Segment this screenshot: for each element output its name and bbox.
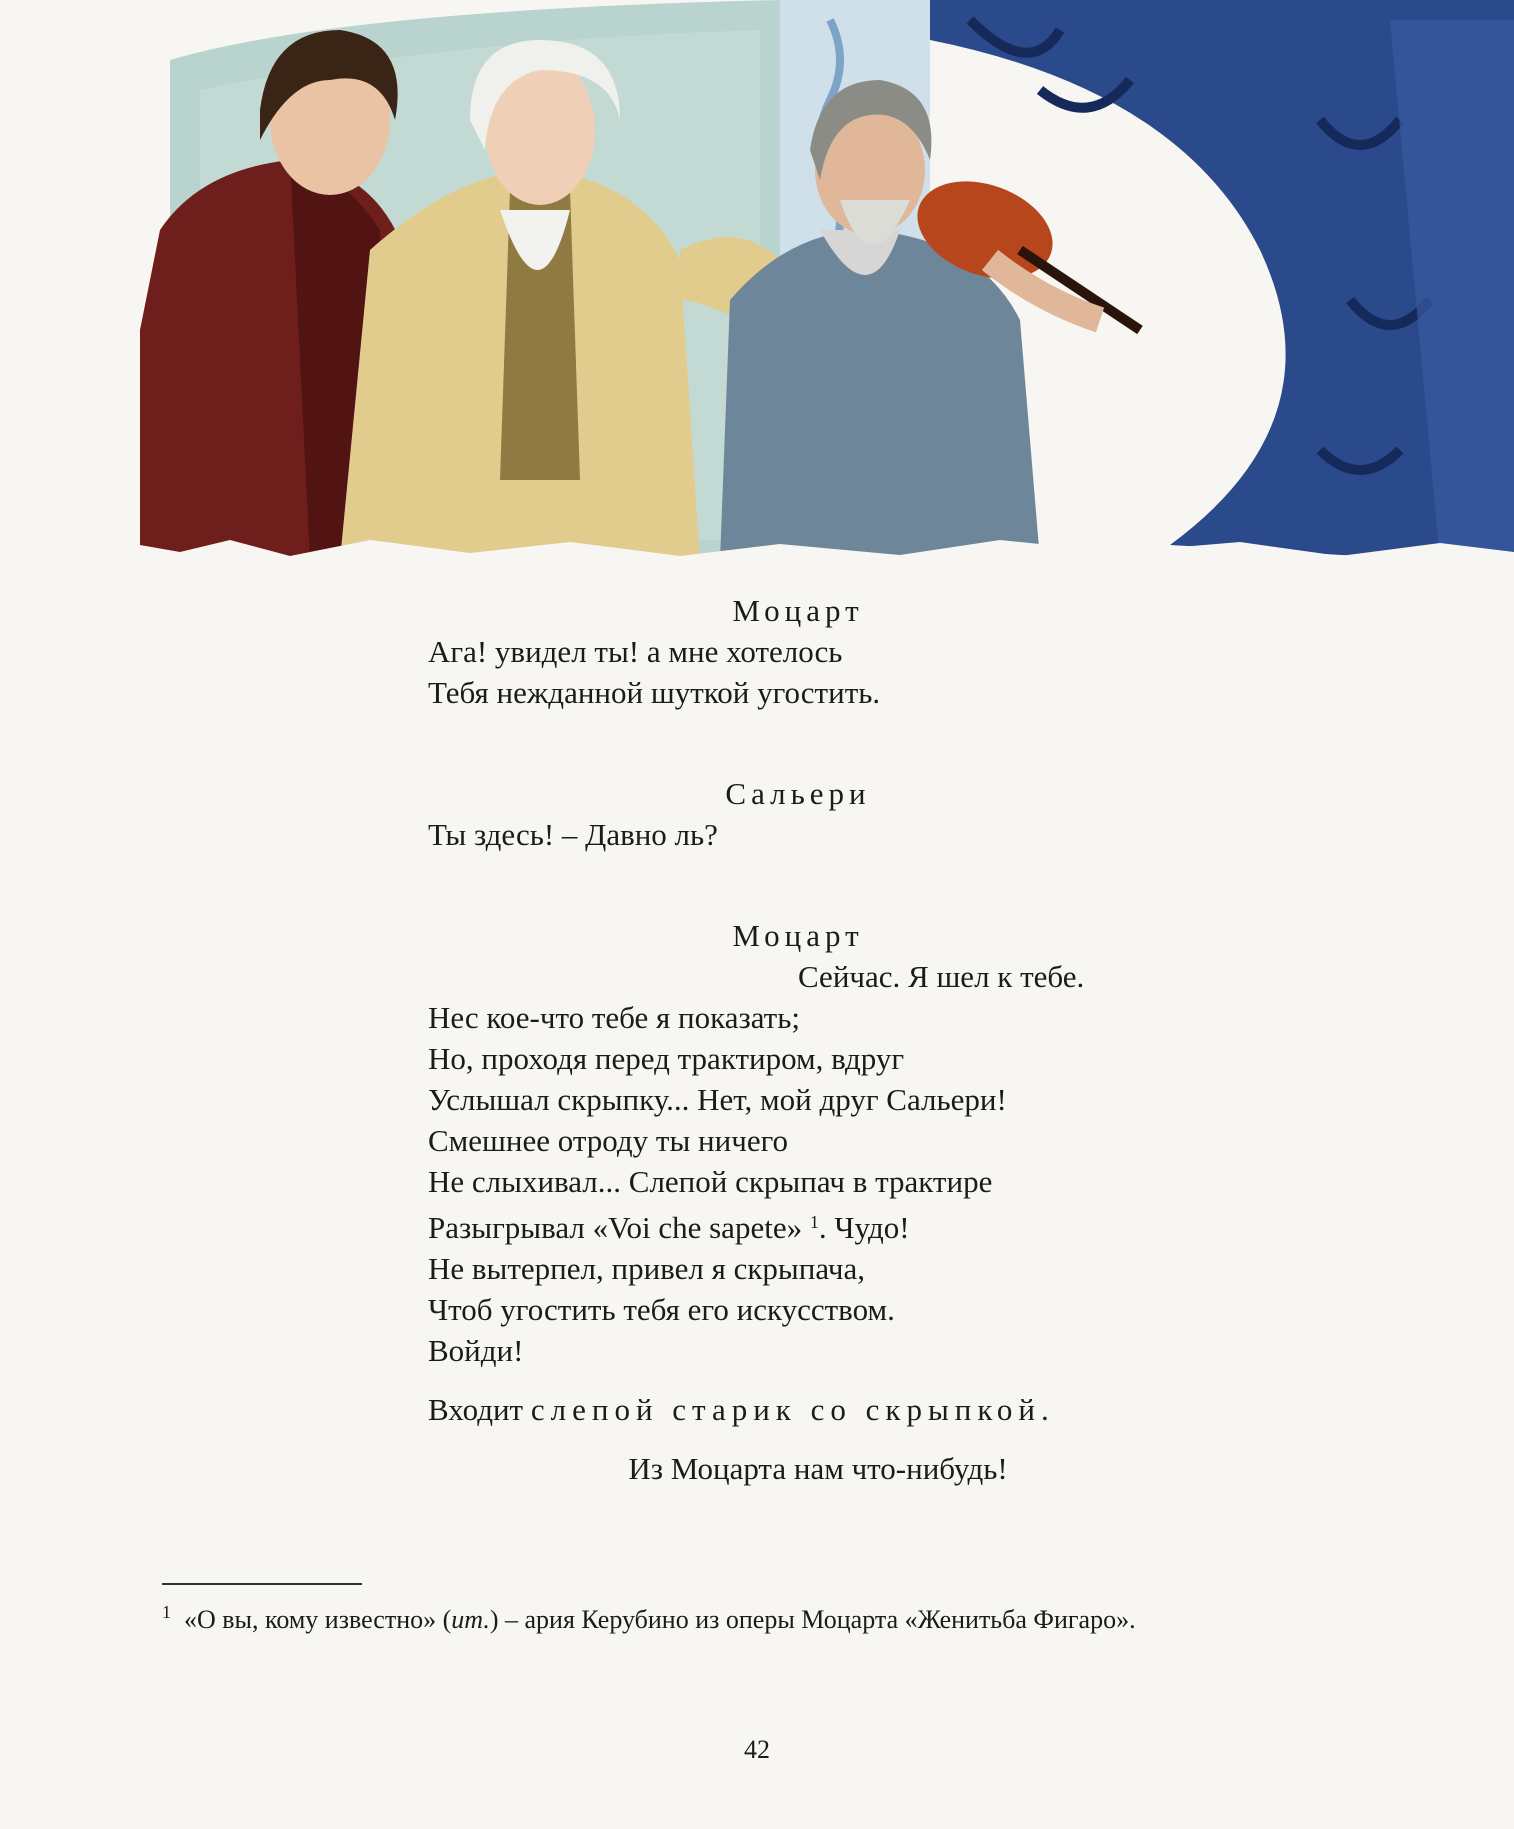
- footnote-text: «О вы, кому известно» (: [184, 1605, 452, 1634]
- play-text: [428, 590, 1308, 1489]
- verse-line: Чтоб угостить тебя его искусством.: [428, 1292, 895, 1327]
- footnote-reference: 1: [809, 1212, 819, 1232]
- verse-line: Нес кое-что тебе я показать;: [428, 1000, 800, 1035]
- verse-line: Сейчас. Я шел к тебе.: [798, 959, 1085, 994]
- footnote-marker: 1: [162, 1602, 171, 1622]
- verse-text: . Чудо!: [818, 1210, 910, 1245]
- verse-line: Услышал скрыпку... Нет, мой друг Сальери!: [428, 1082, 1007, 1117]
- verse-line: Войди!: [428, 1333, 524, 1368]
- speaker-name: Моцарт: [732, 593, 864, 628]
- verse-line: Смешнее отроду ты ничего: [428, 1123, 789, 1158]
- footnote: [162, 1595, 1402, 1637]
- verse-line: Ага! увидел ты! а мне хотелось: [428, 634, 843, 669]
- verse-line: Ты здесь! – Давно ль?: [428, 817, 718, 852]
- verse-line: Не вытерпел, привел я скрыпача,: [428, 1251, 865, 1286]
- speaker-name: Сальери: [725, 776, 871, 811]
- verse-line: Из Моцарта нам что-нибудь!: [628, 1451, 1008, 1486]
- page-number: 42: [744, 1735, 770, 1764]
- stage-direction-lead: Входит: [428, 1392, 524, 1427]
- footnote-divider: [162, 1583, 362, 1585]
- verse-line: Тебя нежданной шуткой угостить.: [428, 675, 881, 710]
- stage-direction-spaced: слепой старик со скрыпкой.: [530, 1392, 1055, 1427]
- verse-line: Но, проходя перед трактиром, вдруг: [428, 1041, 905, 1076]
- verse-line: Не слыхивал... Слепой скрыпач в трактире: [428, 1164, 993, 1199]
- verse-text: Разыгрывал «Voi che sapete»: [428, 1210, 803, 1245]
- speaker-name: Моцарт: [732, 918, 864, 953]
- verse-line-with-footnote: [428, 1202, 1308, 1248]
- illustration-three-figures-violinist-icon: [140, 0, 1514, 565]
- footnote-italic: ит.: [451, 1605, 490, 1634]
- footnote-text: ) – ария Керубино из оперы Моцарта «Женитьба Фигаро».: [489, 1605, 1136, 1634]
- illustration: [140, 0, 1514, 565]
- stage-direction: [428, 1389, 1308, 1430]
